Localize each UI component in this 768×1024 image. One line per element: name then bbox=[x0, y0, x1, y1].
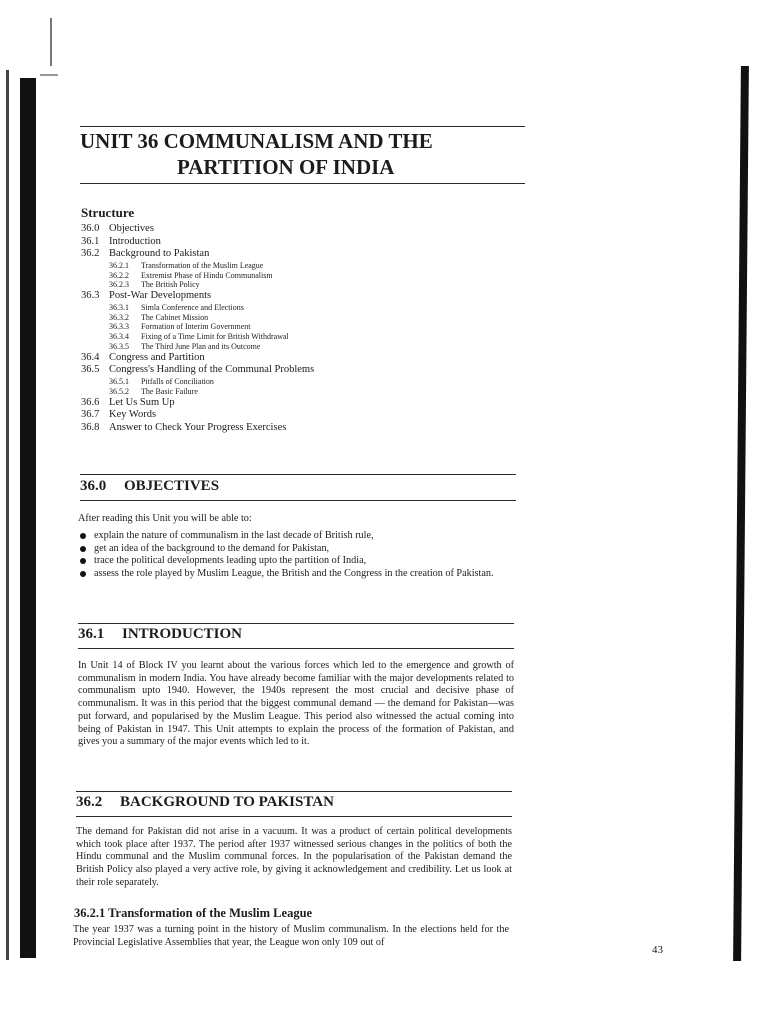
bullet-icon bbox=[80, 546, 86, 552]
section-rule bbox=[78, 623, 514, 624]
toc-label: Transformation of the Muslim League bbox=[141, 260, 264, 270]
toc-item bbox=[81, 223, 521, 236]
bullet-icon bbox=[80, 533, 86, 539]
toc-number: 36.6 bbox=[81, 396, 100, 408]
toc-item bbox=[81, 236, 521, 249]
toc-label: Simla Conference and Elections bbox=[141, 302, 244, 312]
subsection-text: The year 1937 was a turning point in the history of Muslim communalism. In the elections held for the Provincial Legislative Assemblies that year, the League won only 109 out of bbox=[73, 924, 509, 948]
toc-label: Introduction bbox=[109, 235, 161, 247]
toc-label: The Cabinet Mission bbox=[141, 312, 209, 322]
toc-subitem bbox=[81, 303, 521, 313]
structure-heading: Structure bbox=[81, 205, 135, 220]
page-number: 43 bbox=[652, 944, 663, 956]
section-number: 36.0 bbox=[80, 478, 107, 494]
toc-number: 36.2.1 bbox=[109, 260, 129, 270]
toc-number: 36.5.2 bbox=[109, 386, 129, 396]
scan-mark bbox=[50, 18, 52, 66]
section-title: INTRODUCTION bbox=[122, 626, 243, 642]
toc-label: Formation of Interim Government bbox=[141, 322, 251, 332]
table-of-contents bbox=[81, 223, 521, 434]
title-rule-top bbox=[80, 126, 525, 127]
toc-subitem bbox=[81, 377, 521, 387]
toc-number: 36.3.5 bbox=[109, 341, 129, 351]
unit-title-line2: PARTITION OF INDIA bbox=[177, 155, 395, 179]
toc-number: 36.2 bbox=[81, 248, 100, 260]
introduction-text: In Unit 14 of Block IV you learnt about the various forces which led to the emergence and growth of communalism in modern India. You have already become familiar with the major developments related to communalism upto 1940. However, the 1940s represent the most crucial and decisive phase of communalism. It was in this period that the biggest communal demand — the demand for Pakistan—was put forward, and popularised by the Muslim League. This period also witnessed the actual coming into being of Pakistan in 1947. This Unit attempts to explain the process of the formation of Pakistan, and gives you a summary of the major events which led to it. bbox=[78, 660, 514, 748]
toc-number: 36.5.1 bbox=[109, 376, 129, 386]
toc-subitem bbox=[81, 280, 521, 290]
toc-number: 36.5 bbox=[81, 364, 100, 376]
section-rule bbox=[76, 791, 512, 792]
objective-text: trace the political developments leading upto the partition of India, bbox=[94, 555, 367, 567]
toc-item bbox=[81, 248, 521, 261]
section-number: 36.2 bbox=[76, 794, 103, 810]
toc-number: 36.2.2 bbox=[109, 270, 129, 280]
toc-subitem bbox=[81, 342, 521, 352]
background-heading bbox=[76, 793, 512, 811]
toc-item bbox=[81, 397, 521, 410]
section-rule bbox=[78, 648, 514, 649]
toc-label: Congress's Handling of the Communal Problems bbox=[109, 364, 315, 376]
toc-label: The Third June Plan and its Outcome bbox=[141, 341, 261, 351]
toc-label: Objectives bbox=[109, 223, 154, 234]
objective-text: assess the role played by Muslim League, the British and the Congress in the creation of Pakistan. bbox=[94, 567, 494, 579]
toc-subitem bbox=[81, 332, 521, 342]
unit-title-line1: UNIT 36 COMMUNALISM AND THE bbox=[80, 129, 433, 153]
toc-number: 36.8 bbox=[81, 421, 100, 433]
toc-number: 36.2.3 bbox=[109, 280, 129, 290]
objective-item bbox=[80, 568, 516, 581]
toc-number: 36.0 bbox=[81, 223, 100, 234]
toc-label: Answer to Check Your Progress Exercises bbox=[109, 421, 287, 433]
toc-subitem bbox=[81, 387, 521, 397]
objective-item bbox=[80, 543, 516, 556]
toc-number: 36.4 bbox=[81, 351, 100, 363]
objective-item bbox=[80, 530, 516, 543]
objectives-list bbox=[80, 530, 516, 580]
toc-label: Key Words bbox=[109, 409, 157, 421]
toc-number: 36.7 bbox=[81, 409, 100, 421]
unit-title bbox=[80, 128, 525, 180]
toc-item bbox=[81, 364, 521, 377]
toc-number: 36.3.2 bbox=[109, 312, 129, 322]
toc-number: 36.3 bbox=[81, 290, 100, 302]
bullet-icon bbox=[80, 558, 86, 564]
toc-label: The Basic Failure bbox=[141, 386, 198, 396]
toc-subitem bbox=[81, 261, 521, 271]
introduction-heading bbox=[78, 625, 514, 643]
objective-text: explain the nature of communalism in the last decade of British rule, bbox=[94, 530, 374, 541]
background-text: The demand for Pakistan did not arise in a vacuum. It was a product of certain political developments which took place after 1937. The period after 1937 witnessed serious changes in the politics of both the Hindu communal and the Muslim communal forces. In the popularisation of the Pakistan demand the British Policy also played a very active role, by giving it acknowledgement and credibility. Let us look at their role separately. bbox=[76, 826, 512, 888]
toc-label: Extremist Phase of Hindu Communalism bbox=[141, 270, 273, 280]
toc-number: 36.1 bbox=[81, 235, 100, 247]
objective-item bbox=[80, 555, 516, 568]
section-title: OBJECTIVES bbox=[124, 478, 220, 494]
toc-label: The British Policy bbox=[141, 280, 200, 290]
section-rule bbox=[80, 500, 516, 501]
objectives-intro: After reading this Unit you will be able to: bbox=[78, 513, 252, 524]
section-rule bbox=[80, 474, 516, 475]
toc-subitem bbox=[81, 313, 521, 323]
bullet-icon bbox=[80, 571, 86, 577]
toc-number: 36.3.1 bbox=[109, 302, 129, 312]
toc-label: Let Us Sum Up bbox=[109, 396, 175, 408]
scan-edge-left bbox=[20, 78, 36, 958]
section-title: BACKGROUND TO PAKISTAN bbox=[120, 794, 334, 810]
scan-edge-right bbox=[733, 66, 749, 961]
subsection-heading: 36.2.1 Transformation of the Muslim League bbox=[74, 906, 313, 920]
toc-subitem bbox=[81, 322, 521, 332]
section-rule bbox=[76, 816, 512, 817]
toc-subitem bbox=[81, 271, 521, 281]
toc-item bbox=[81, 422, 521, 435]
toc-label: Fixing of a Time Limit for British Withdrawal bbox=[141, 332, 289, 342]
toc-label: Post-War Developments bbox=[109, 290, 212, 302]
toc-label: Pitfalls of Conciliation bbox=[141, 376, 214, 386]
toc-label: Congress and Partition bbox=[109, 351, 205, 363]
toc-label: Background to Pakistan bbox=[109, 248, 210, 260]
toc-item bbox=[81, 290, 521, 303]
title-rule-bottom bbox=[80, 183, 525, 184]
section-number: 36.1 bbox=[78, 626, 105, 642]
scan-mark bbox=[40, 74, 58, 76]
toc-number: 36.3.4 bbox=[109, 332, 129, 342]
objectives-heading bbox=[80, 477, 516, 495]
toc-item bbox=[81, 409, 521, 422]
toc-item bbox=[81, 352, 521, 365]
toc-number: 36.3.3 bbox=[109, 322, 129, 332]
objective-text: get an idea of the background to the demand for Pakistan, bbox=[94, 542, 330, 554]
scan-edge-left bbox=[6, 70, 9, 960]
